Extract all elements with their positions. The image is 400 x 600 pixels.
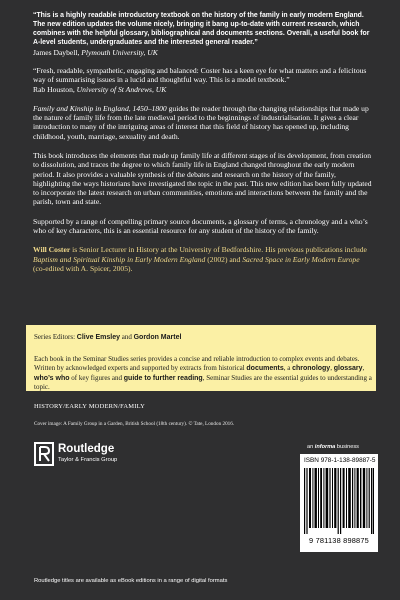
ebook-availability-note: Routledge titles are available as eBook editions in a range of digital formats xyxy=(34,578,228,584)
description-paragraph-3: Supported by a range of compelling primary source documents, a glossary of terms, a chronology and a who’s who of key characters, this is an essential resource for any student of the history of the family. xyxy=(33,216,368,236)
back-cover-text xyxy=(33,12,373,273)
description-paragraph-1 xyxy=(33,104,373,141)
routledge-logo-icon xyxy=(34,442,54,466)
series-desc-bold: guide to further reading xyxy=(123,374,203,382)
author-name: Will Coster xyxy=(33,245,71,255)
series-desc-text: , xyxy=(362,363,365,372)
reviewer-affiliation: Plymouth University, UK xyxy=(81,47,158,57)
informa-brand: informa xyxy=(314,444,336,450)
series-desc-bold: glossary xyxy=(333,364,363,372)
series-desc-bold: who’s who xyxy=(34,374,70,382)
series-editor-name: Clive Emsley xyxy=(76,334,120,341)
reviewer-affiliation: University of St Andrews, UK xyxy=(76,84,167,94)
informa-business-label xyxy=(307,444,359,450)
isbn-label: ISBN 978-1-138-89887-5 xyxy=(304,457,376,464)
review-quote-2: “Fresh, readable, sympathetic, engaging and balanced: Coster has a keen eye for what matters and a felicitous way of summarising issues in a lucid and thoughtful way. This is a model textbook.” xyxy=(33,65,367,85)
author-book-title: Baptism and Spiritual Kinship in Early Modern England xyxy=(33,254,206,264)
series-editors xyxy=(34,333,181,342)
series-desc-bold: documents xyxy=(246,364,284,372)
book-title: Family and Kinship in England, 1450–1800 xyxy=(33,103,167,113)
author-bio-text: (2002) and xyxy=(205,254,243,264)
review-attribution-2 xyxy=(33,85,373,94)
review-quote-1: “This is a highly readable introductory textbook on the history of the family in early modern England. The new edition updates the volume nicely, bringing it bang up-to-date with current research, which combines with the helpful glossary, bibliographical and documents sections. Overall, a useful book for A-level students, undergraduates and the interested general reader.” xyxy=(33,12,370,46)
series-editors-label: Series Editors: xyxy=(34,333,77,341)
series-desc-text: , xyxy=(330,363,334,372)
publisher-name: Routledge xyxy=(58,443,115,455)
barcode-icon xyxy=(304,468,374,534)
barcode-digits: 9 781138 898875 xyxy=(309,536,369,545)
series-desc-text: , Seminar Studies are the essential guides to understanding a topic. xyxy=(34,373,372,392)
series-desc-text: Each book in the Seminar Studies series provides a concise and reliable introduction to complex events and debates. Written by acknowledged experts and supported by extracts from historical xyxy=(34,355,360,372)
series-editors-and: and xyxy=(119,333,134,341)
review-attribution-1 xyxy=(33,48,373,57)
subject-category: HISTORY/EARLY MODERN/FAMILY xyxy=(34,403,146,410)
author-bio-text: (co-edited with A. Spicer, 2005). xyxy=(33,263,133,273)
publisher-group: Taylor & Francis Group xyxy=(58,457,118,463)
author-bio-text: is Senior Lecturer in History at the University of Bedfordshire. His previous publications include xyxy=(70,245,367,255)
isbn-barcode-box xyxy=(300,454,378,552)
series-desc-text: , a xyxy=(283,363,293,372)
author-book-title: Sacred Space in Early Modern Europe xyxy=(242,254,360,264)
description-paragraph-2: This book introduces the elements that made up family life at different stages of its development, from creation to dissolution, and traces the degree to which family life in England changed throughout the early modern period. It also provides a valuable synthesis of the debates and research on the history of the family, highlighting the ways historians have investigated the topic in the past. This new edition has been fully updated to incorporate the latest research on urban communities, emotions and interactions between the family and the parish, town and state. xyxy=(33,151,372,207)
series-desc-text: of key figures and xyxy=(69,373,124,382)
informa-prefix: an xyxy=(307,444,315,450)
series-editor-name: Gordon Martel xyxy=(133,334,182,341)
series-desc-bold: chronology xyxy=(292,364,331,372)
author-bio xyxy=(33,245,373,273)
reviewer-name: James Daybell, xyxy=(33,47,82,57)
informa-suffix: business xyxy=(335,444,359,450)
description-text: guides the reader through the changing relationships that made up the nature of family life from the late medieval period to the beginnings of industrialisation. It gives a clear introduction to many of the intriguing areas of interest that this field of history has opened up, including childhood, youth, marriage, sexuality and death. xyxy=(33,103,369,141)
reviewer-name: Rab Houston, xyxy=(33,84,77,94)
cover-image-credit: Cover image: A Family Group in a Garden, British School (18th century). © Tate, London 2016. xyxy=(34,421,235,427)
series-panel xyxy=(26,325,376,391)
series-description xyxy=(34,355,372,392)
